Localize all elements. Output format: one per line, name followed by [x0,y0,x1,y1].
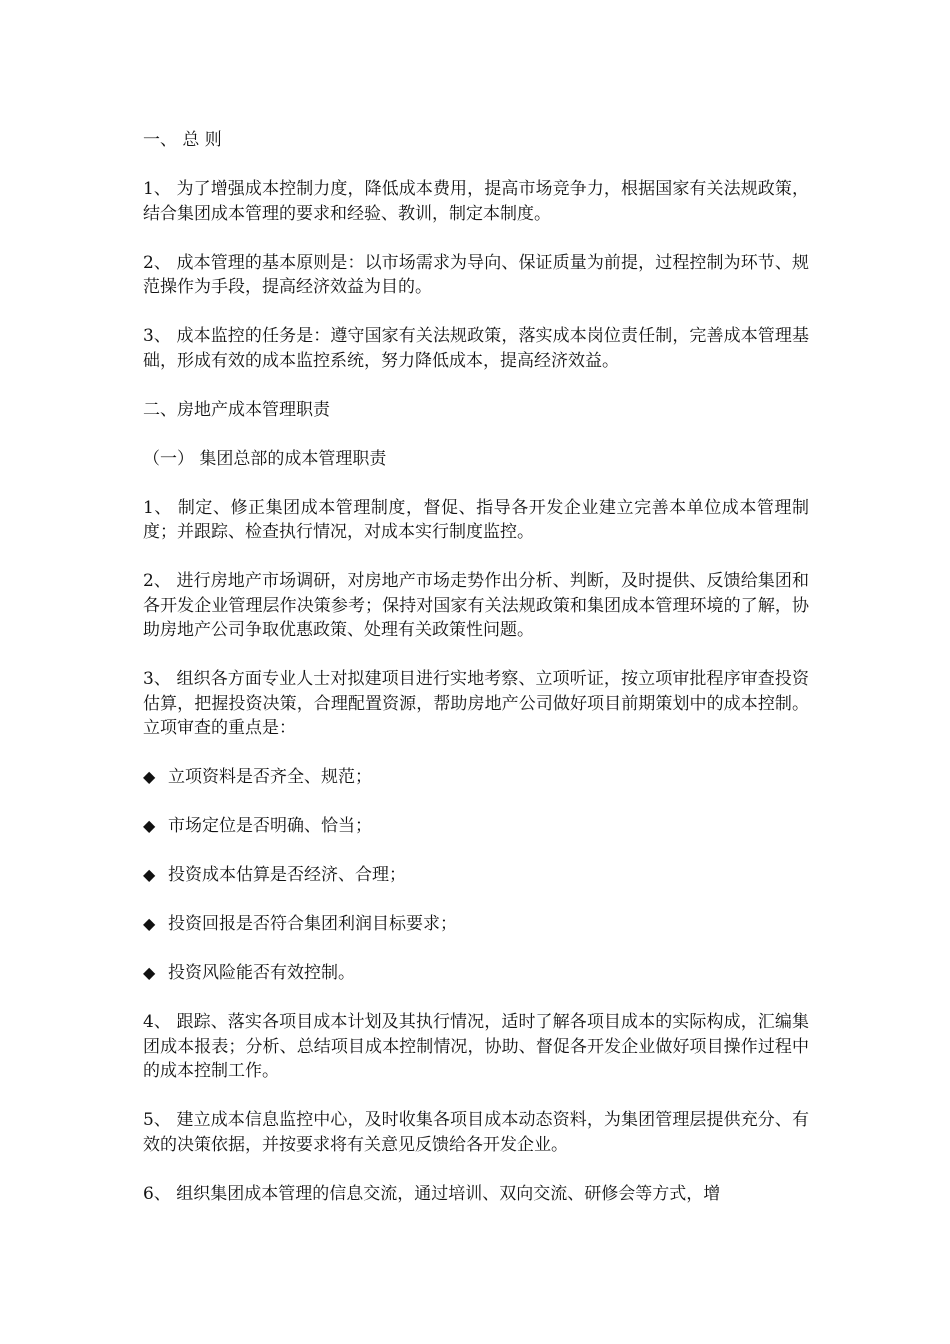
diamond-bullet-icon: ◆ [143,816,156,835]
diamond-bullet-icon: ◆ [143,963,156,982]
hq-item-3: 3、 组织各方面专业人士对拟建项目进行实地考察、立项听证，按立项审批程序审查投资估算，把握投资决策，合理配置资源，帮助房地产公司做好项目前期策划中的成本控制。立项审查的重点是： [143,669,809,738]
review-point-text: 投资风险能否有效控制。 [168,963,355,983]
review-point-text: 市场定位是否明确、恰当； [168,816,372,836]
document-body [143,128,809,1231]
review-point-5 [143,961,809,986]
section-heading-general: 一、 总 则 [143,130,222,150]
hq-item-2: 2、 进行房地产市场调研，对房地产市场走势作出分析、判断，及时提供、反馈给集团和各开发企业管理层作决策参考；保持对国家有关法规政策和集团成本管理环境的了解，协助房地产公司争取优惠政策、处理有关政策性问题。 [143,571,809,640]
review-point-text: 立项资料是否齐全、规范； [168,767,372,787]
hq-item-5: 5、 建立成本信息监控中心，及时收集各项目成本动态资料，为集团管理层提供充分、有效的决策依据，并按要求将有关意见反馈给各开发企业。 [143,1110,809,1155]
review-point-text: 投资成本估算是否经济、合理； [168,865,406,885]
diamond-bullet-icon: ◆ [143,767,156,786]
general-item-2: 2、 成本管理的基本原则是：以市场需求为导向、保证质量为前提，过程控制为环节、规范操作为手段，提高经济效益为目的。 [143,252,809,297]
diamond-bullet-icon: ◆ [143,865,156,884]
general-item-3: 3、 成本监控的任务是：遵守国家有关法规政策，落实成本岗位责任制，完善成本管理基础，形成有效的成本监控系统，努力降低成本，提高经济效益。 [143,326,809,371]
section-heading-duties: 二、房地产成本管理职责 [143,399,330,420]
review-point-text: 投资回报是否符合集团利润目标要求； [168,914,457,934]
review-point-3 [143,863,809,888]
review-point-2 [143,814,809,839]
diamond-bullet-icon: ◆ [143,914,156,933]
review-point-4 [143,912,809,937]
hq-item-1: 1、 制定、修正集团成本管理制度，督促、指导各开发企业建立完善本单位成本管理制度；并跟踪、检查执行情况，对成本实行制度监控。 [143,497,809,542]
hq-item-4: 4、 跟踪、落实各项目成本计划及其执行情况，适时了解各项目成本的实际构成，汇编集团成本报表；分析、总结项目成本控制情况，协助、督促各开发企业做好项目操作过程中的成本控制工作。 [143,1012,809,1081]
subsection-heading-hq: （一） 集团总部的成本管理职责 [143,448,387,469]
review-point-1 [143,765,809,790]
general-item-1: 1、 为了增强成本控制力度，降低成本费用，提高市场竞争力，根据国家有关法规政策，结合集团成本管理的要求和经验、教训，制定本制度。 [143,179,809,224]
hq-item-6: 6、 组织集团成本管理的信息交流，通过培训、双向交流、研修会等方式，增 [143,1183,721,1204]
